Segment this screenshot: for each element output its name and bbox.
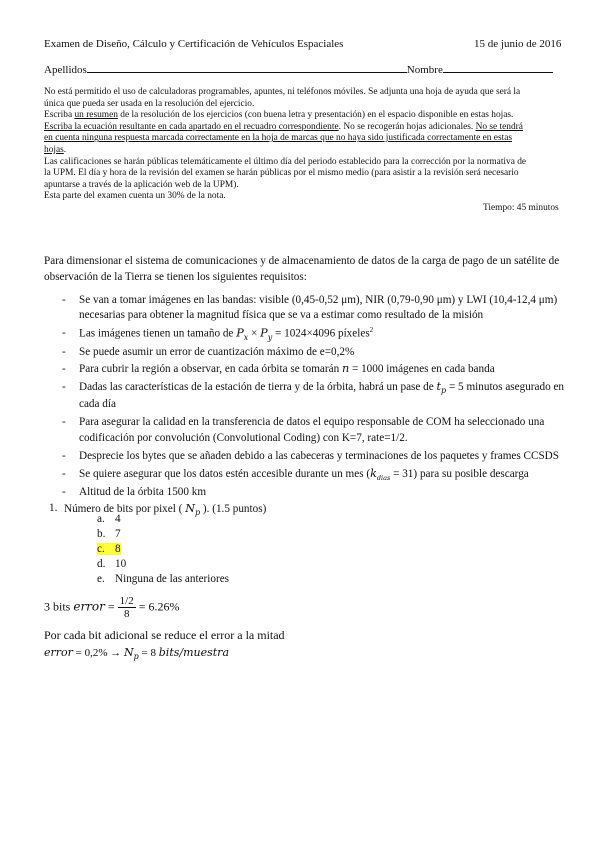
requirement-item: Las imágenes tienen un tamaño de $P_x \times P_y = 1024\times 4096$ píxeles$^2$ — [79, 326, 374, 342]
solution-fraction: $\frac{1/2}{8}$ — [119, 595, 134, 620]
exam-date: 15 de junio de 2016 — [474, 38, 562, 50]
solution-line-3: error = $0,2\% \to N_p = 8$ bits/muestra — [44, 646, 230, 662]
requirement-item: Se quiere asegurar que los datos estén accesible durante un mes $(k_{dias} = 31)$ para su posible descarga — [79, 467, 529, 483]
instructions — [44, 87, 526, 203]
requirement-item-cont: cada día — [79, 398, 116, 410]
instruction-line: en cuenta ninguna respuesta marcada correctamente en la hoja de marcas que no haya sido justificada correctamente en estas — [44, 133, 513, 144]
answer-option[interactable]: a. 4 — [97, 513, 121, 525]
requirement-item-cont: necesarias para obtener la magnitud física que se va a estimar como resultado de la misión — [79, 309, 484, 321]
options-list — [97, 513, 229, 588]
question-number: 1. — [49, 502, 58, 514]
name-label: Nombre — [406, 64, 443, 76]
solution-line-2: Por cada bit adicional se reduce el error a la mitad — [44, 628, 285, 642]
requirement-dash: - — [62, 468, 66, 480]
requirement-dash: - — [62, 327, 66, 339]
answer-option[interactable]: d. 10 — [97, 558, 127, 570]
requirement-dash: - — [62, 416, 66, 428]
requirement-dash: - — [62, 381, 66, 393]
requirement-item: Se van a tomar imágenes en las bandas: visible (0,45-0,52 μm), NIR (0,79-0,90 μm) y LWI (10,4-12,4 μm) — [79, 294, 558, 306]
instruction-line: única que pueda ser usada en la resolución del ejercicio. — [44, 98, 255, 109]
instruction-line: Escriba un resumen de la resolución de los ejercicios (con buena letra y presentación) en el espacio disponible en estas hojas. — [44, 110, 514, 121]
requirement-dash: - — [62, 363, 66, 375]
requirement-dash: - — [62, 346, 66, 358]
instruction-line: Las calificaciones se harán públicas telemáticamente el último día del periodo establecido para la corrección por la normativa de — [44, 156, 527, 167]
surname-field[interactable] — [87, 62, 407, 73]
requirement-dash: - — [62, 486, 66, 498]
instruction-line: hojas. — [44, 144, 67, 155]
instruction-line: apuntarse a través de la aplicación web de la UPM). — [44, 179, 239, 190]
requirement-item-cont: codificación por convolución (Convolutional Coding) con K=7, rate=1/2. — [79, 432, 408, 444]
solution-line-1: 3 bits error = $\frac{1/2}{8}$ = 6.26% — [44, 595, 180, 620]
requirement-item: Para cubrir la región a observar, en cada órbita se tomarán n = 1000 imágenes en cada banda — [79, 362, 495, 375]
instruction-line: Esta parte del examen cuenta un 30% de la nota. — [44, 191, 226, 202]
answer-option-selected[interactable]: c. 8 — [97, 543, 121, 555]
intro-line: Para dimensionar el sistema de comunicaciones y de almacenamiento de datos de la carga de pago de un satélite de — [44, 255, 560, 267]
requirement-item: Desprecie los bytes que se añaden debido a las cabeceras y terminaciones de los paquetes y frames CCSDS — [79, 450, 559, 462]
requirement-dash: - — [62, 450, 66, 462]
requirement-dash: - — [62, 294, 66, 306]
surname-label: Apellidos — [44, 64, 87, 76]
instruction-line: la UPM. El día y hora de la revisión del examen se harán públicas por el mismo medio (para asistir a la revisión será necesario — [44, 168, 519, 179]
instruction-line: Escriba la ecuación resultante en cada apartado en el recuadro correspondiente. No se recogerán hojas adicionales. No se tendrá — [44, 121, 523, 132]
surname-row — [44, 62, 553, 76]
exam-title: Examen de Diseño, Cálculo y Certificación de Vehículos Espaciales — [44, 38, 344, 50]
answer-option[interactable]: b. 7 — [97, 528, 121, 540]
requirement-item: Altitud de la órbita 1500 km — [79, 486, 207, 498]
requirement-item: Se puede asumir un error de cuantización máximo de e=0,2% — [79, 346, 355, 358]
requirement-item: Para asegurar la calidad en la transferencia de datos el equipo responsable de COM ha seleccionado una — [79, 416, 545, 428]
intro-line: observación de la Tierra se tienen los siguientes requisitos: — [44, 271, 307, 283]
answer-option[interactable]: e. Ninguna de las anteriores — [97, 573, 230, 585]
exam-time: Tiempo: 45 minutos — [483, 203, 559, 214]
instruction-line: No está permitido el uso de calculadoras programables, apuntes, ni teléfonos móviles. Se adjunta una hoja de ayuda que será la — [44, 87, 521, 97]
requirement-item: Dadas las características de la estación de tierra y de la órbita, habrá un pase de $t_p = 5$ minutos asegurado en — [79, 380, 565, 396]
name-field[interactable] — [443, 62, 553, 73]
question-text: Número de bits por pixel ( $N_p$ ). (1.5 puntos) — [64, 502, 267, 518]
